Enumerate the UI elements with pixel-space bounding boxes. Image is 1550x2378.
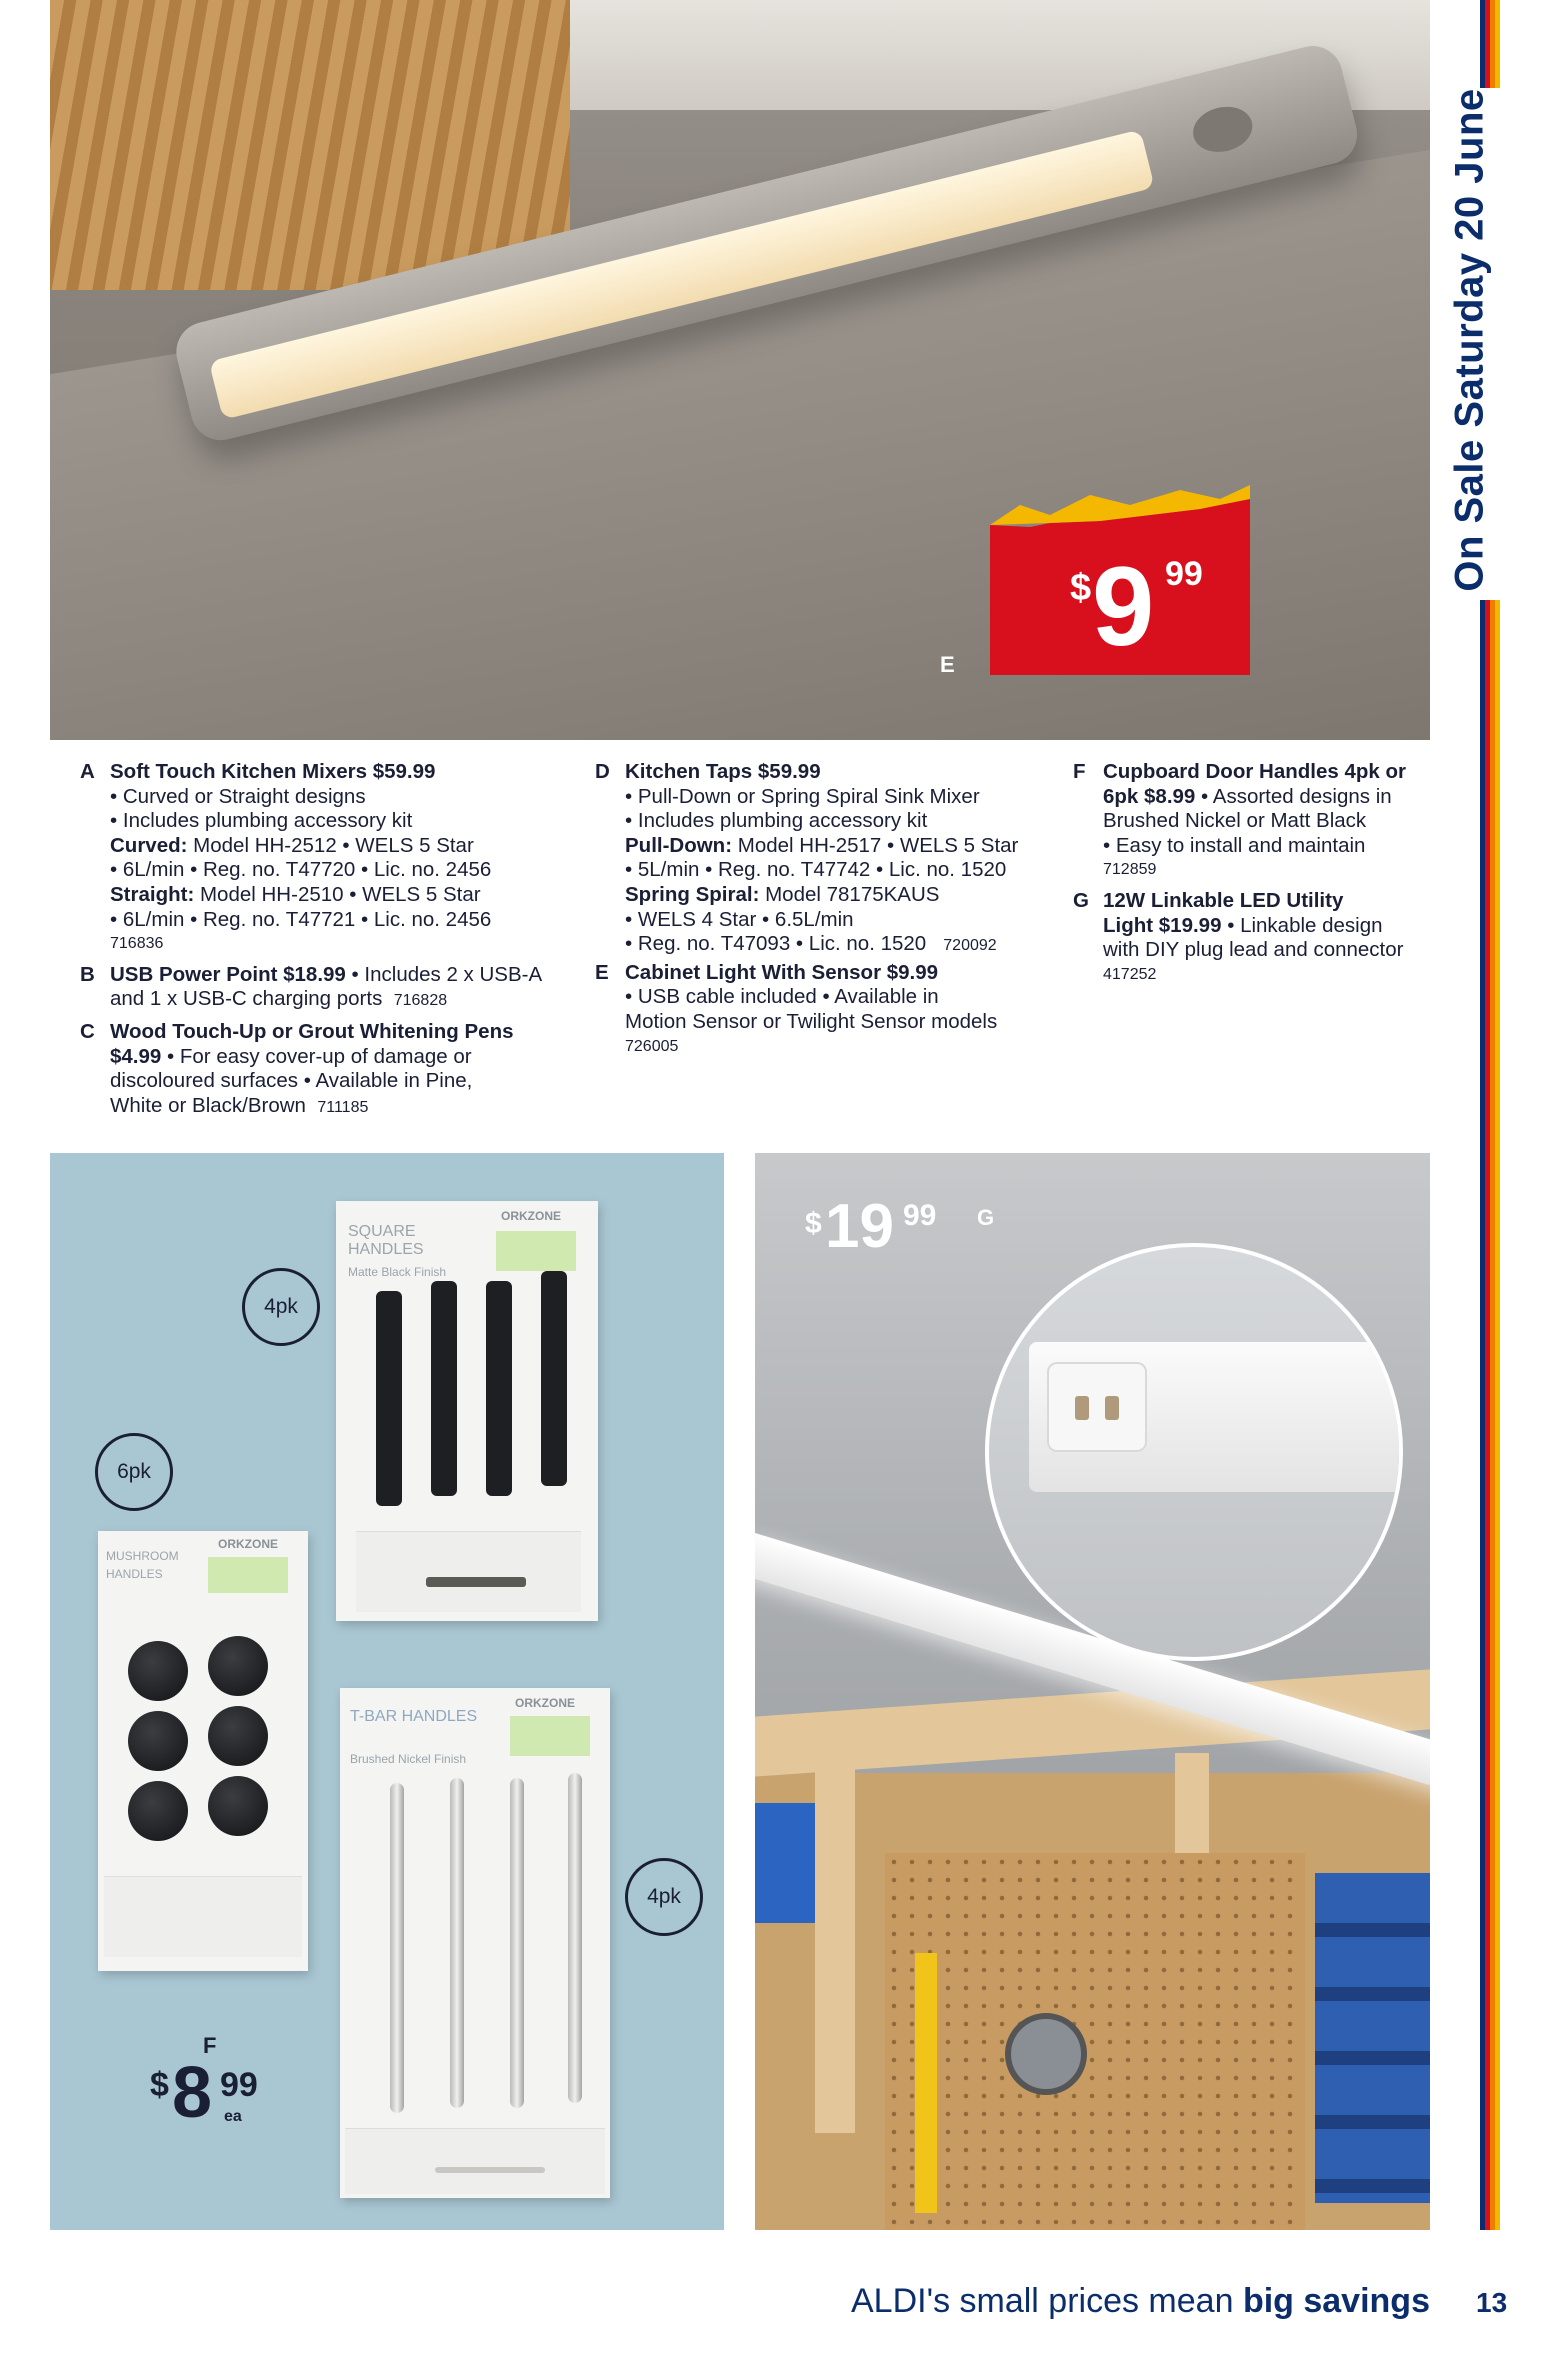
socket-pin: [1105, 1396, 1119, 1420]
item-b-title: USB Power Point $18.99: [110, 962, 346, 986]
tbar-handles-finish: Brushed Nickel Finish: [350, 1752, 467, 1766]
mushroom-handles-card: [98, 1531, 308, 1971]
item-f-text-1: • Assorted designs in: [1195, 784, 1392, 808]
price-g-cents: 99: [903, 1199, 937, 1232]
mushroom-drawer-sample: [104, 1876, 302, 1957]
price-e-dollar: $: [1070, 567, 1092, 609]
item-d-line-1: • Pull-Down or Spring Spiral Sink Mixer: [625, 784, 980, 808]
item-d-title: Kitchen Taps $59.99: [625, 760, 821, 783]
item-g-letter: G: [1073, 888, 1089, 912]
utility-tag-letter: G: [977, 1205, 995, 1230]
item-a-curved-label: Curved:: [110, 833, 188, 857]
wood-post: [815, 1753, 855, 2133]
item-a-straight-text: Model HH-2510 • WELS 5 Star: [194, 882, 481, 906]
badge-6pk: 6pk: [95, 1433, 173, 1511]
price-f: [150, 2053, 300, 2148]
steel-handle: [568, 1773, 582, 2103]
text-column-3: [1073, 760, 1453, 989]
item-d-spring-text: Model 78175KAUS: [759, 882, 940, 906]
item-g-code: 417252: [1103, 965, 1157, 983]
utility-light-photo: [755, 1153, 1430, 2230]
mushroom-handles-label: MUSHROOM HANDLES: [106, 1549, 179, 1581]
black-knob: [128, 1781, 188, 1841]
item-e-code: 726005: [625, 1037, 679, 1055]
black-handle: [486, 1281, 512, 1496]
motion-sensor: [1188, 101, 1257, 158]
item-c-letter: C: [80, 1019, 95, 1043]
square-handles-label: SQUARE HANDLES: [348, 1223, 424, 1258]
square-handles-tab: [496, 1231, 576, 1271]
item-a-line-2: • Includes plumbing accessory kit: [110, 809, 413, 833]
item-g-text-2: with DIY plug lead and connector: [1103, 938, 1404, 962]
item-d: [595, 760, 1065, 959]
sale-date-banner: [1440, 88, 1500, 592]
item-d-pull-text: Model HH-2517 • WELS 5 Star: [732, 833, 1019, 857]
black-knob: [208, 1636, 268, 1696]
storage-bins: [1315, 1873, 1430, 2203]
item-d-spring-label: Spring Spiral:: [625, 882, 760, 906]
price-f-cents: 99: [220, 2066, 258, 2104]
item-b-code: 716828: [393, 992, 448, 1010]
item-a-curved-text: Model HH-2512 • WELS 5 Star: [187, 833, 474, 857]
item-c: [80, 1020, 580, 1120]
footer-text-regular: ALDI's small prices mean: [850, 2282, 1243, 2320]
tbar-handles-label: T-BAR HANDLES: [350, 1708, 478, 1725]
item-g-text-1: • Linkable design: [1221, 913, 1383, 937]
pegboard: [885, 1853, 1305, 2230]
item-a-straight-label: Straight:: [110, 882, 195, 906]
square-handles-brand: ORKZONE: [501, 1209, 561, 1223]
blue-tool: [755, 1803, 815, 1923]
item-a-straight-line2: • 6L/min • Reg. no. T47721 • Lic. no. 2456: [110, 907, 492, 931]
steel-handle: [510, 1778, 524, 2108]
price-f-dollar: $: [150, 2066, 169, 2104]
item-f-title-1: Cupboard Door Handles 4pk or: [1103, 760, 1406, 783]
black-handle: [376, 1291, 402, 1506]
badge-4pk-bottom: 4pk: [625, 1858, 703, 1936]
item-d-spring-line2: • WELS 4 Star • 6.5L/min: [625, 907, 854, 931]
item-f: [1073, 760, 1453, 883]
item-a: [80, 760, 580, 957]
wicker-basket: [50, 0, 570, 290]
item-b: [80, 963, 580, 1014]
item-f-text-3: • Easy to install and maintain: [1103, 833, 1366, 857]
item-e-text-1: • USB cable included • Available in: [625, 985, 939, 1009]
item-d-pull-line2: • 5L/min • Reg. no. T47742 • Lic. no. 1520: [625, 858, 1007, 882]
item-c-text-1: • For easy cover-up of damage or: [161, 1044, 472, 1068]
footer-slogan: [0, 2282, 1430, 2321]
black-handle: [431, 1281, 457, 1496]
item-e-letter: E: [595, 960, 609, 984]
item-a-curved-line2: • 6L/min • Reg. no. T47720 • Lic. no. 2456: [110, 858, 492, 882]
item-e-text-2: Motion Sensor or Twilight Sensor models: [625, 1009, 998, 1033]
item-c-text-2: discoloured surfaces • Available in Pine,: [110, 1069, 473, 1093]
item-a-title: Soft Touch Kitchen Mixers $59.99: [110, 760, 436, 783]
item-a-letter: A: [80, 760, 95, 783]
item-d-letter: D: [595, 760, 610, 783]
black-handle: [541, 1271, 567, 1486]
price-e-cents: 99: [1165, 555, 1203, 593]
item-g-title-2: Light $19.99: [1103, 913, 1222, 937]
item-e-title: Cabinet Light With Sensor $9.99: [625, 960, 939, 984]
steel-handle: [450, 1778, 464, 2108]
square-handles-card: [336, 1201, 598, 1621]
black-knob: [128, 1641, 188, 1701]
mushroom-handles-brand: ORKZONE: [218, 1537, 278, 1551]
tbar-handles-tab: [510, 1716, 590, 1756]
sample-handle: [435, 2167, 545, 2173]
item-f-letter: F: [1073, 760, 1086, 783]
price-e-main: 9: [1092, 544, 1155, 669]
item-d-code: 720092: [943, 937, 997, 955]
item-c-price: $4.99: [110, 1044, 162, 1068]
handles-tag-letter: F: [203, 2033, 217, 2058]
item-b-letter: B: [80, 962, 95, 986]
zoomed-fixture: [1029, 1342, 1403, 1492]
plug-socket: [1047, 1362, 1147, 1452]
steel-handle: [390, 1783, 404, 2113]
item-a-line-1: • Curved or Straight designs: [110, 784, 366, 808]
item-d-spring-line3: • Reg. no. T47093 • Lic. no. 1520: [625, 932, 927, 956]
spirit-level: [915, 1953, 937, 2213]
price-f-main: 8: [172, 2053, 213, 2133]
price-burst-e: [980, 485, 1270, 685]
item-g-title-1: 12W Linkable LED Utility: [1103, 888, 1344, 912]
price-g: [805, 1193, 995, 1263]
footer-text-bold: big savings: [1242, 2282, 1430, 2320]
badge-4pk-top: 4pk: [242, 1268, 320, 1346]
black-knob: [128, 1711, 188, 1771]
zoom-inset: [985, 1243, 1403, 1661]
item-d-pull-label: Pull-Down:: [625, 833, 733, 857]
sample-handle: [426, 1577, 526, 1587]
text-column-1: [80, 760, 580, 1122]
item-e: [595, 961, 1065, 1059]
cabinet-light-photo: [50, 0, 1430, 740]
item-f-text-2: Brushed Nickel or Matt Black: [1103, 809, 1367, 833]
item-g: [1073, 889, 1453, 987]
cupboard-handles-photo: [50, 1153, 724, 2230]
square-handles-finish: Matte Black Finish: [348, 1265, 447, 1279]
price-g-main: 19: [825, 1192, 894, 1261]
black-knob: [208, 1776, 268, 1836]
saw-blade: [1005, 2013, 1087, 2095]
black-knob: [208, 1706, 268, 1766]
sale-date-text: On Sale Saturday 20 June: [1447, 88, 1492, 592]
socket-pin: [1075, 1396, 1089, 1420]
item-c-title: Wood Touch-Up or Grout Whitening Pens: [110, 1019, 514, 1043]
price-g-dollar: $: [805, 1207, 822, 1240]
item-b-text-1: • Includes 2 x USB-A: [345, 962, 543, 986]
item-a-code: 716836: [110, 935, 164, 953]
stripe-yellow-top: [1495, 0, 1500, 88]
item-b-text-2: and 1 x USB-C charging ports: [110, 987, 383, 1011]
page-number: 13: [1476, 2287, 1508, 2318]
tbar-drawer-sample: [345, 2128, 605, 2194]
stripe-yellow: [1495, 600, 1500, 2230]
item-f-code: 712859: [1103, 861, 1157, 879]
mushroom-handles-tab: [208, 1557, 288, 1593]
price-f-unit: ea: [224, 2108, 242, 2125]
square-drawer-sample: [356, 1531, 581, 1612]
tbar-handles-card: [340, 1688, 610, 2198]
item-c-code: 711185: [317, 1098, 369, 1116]
text-column-2: [595, 760, 1065, 1061]
hero-tag-letter: E: [940, 652, 955, 677]
item-f-title-2: 6pk $8.99: [1103, 784, 1196, 808]
item-d-line-2: • Includes plumbing accessory kit: [625, 809, 928, 833]
item-c-text-3: White or Black/Brown: [110, 1093, 306, 1117]
tbar-handles-brand: ORKZONE: [515, 1696, 575, 1710]
